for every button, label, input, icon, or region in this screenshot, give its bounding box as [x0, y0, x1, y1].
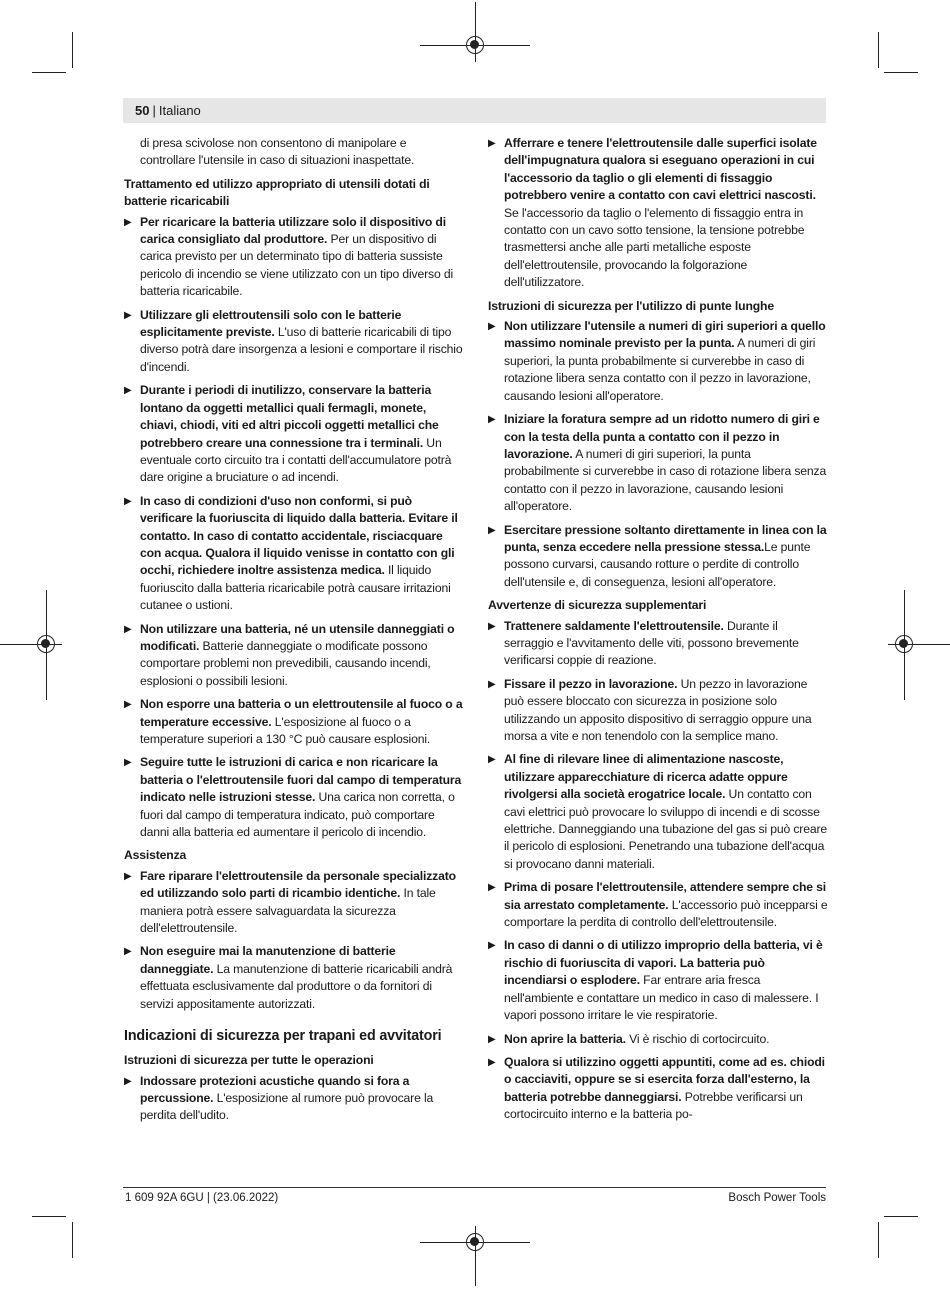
item-body-text: La manutenzione di batterie ricaricabili andrà effettuata esclusivamente dal produttore o da fornitori di servizi appositamente autorizzati. [140, 961, 453, 1011]
bullet-arrow-icon: ▶ [124, 216, 132, 228]
item-body-text: Per un dispositivo di carica previsto per un determinato tipo di batteria sussiste pericolo di incendio se viene utilizzato con un tipo diverso di batteria ricaricabile. [140, 232, 454, 299]
registration-mark-icon [895, 635, 913, 653]
crop-mark [884, 1216, 918, 1217]
crop-mark [878, 32, 879, 68]
item-body-text: Vi è rischio di cortocircuito. [625, 1031, 770, 1046]
bullet-arrow-icon: ▶ [124, 1075, 132, 1087]
list-item [124, 696, 464, 748]
item-body-text: A numeri di giri superiori, la punta probabilmente si curverebbe in caso di rotazione libera senza contatto con il pezzo in lavorazione, causando lesioni all'operatore. [504, 446, 827, 514]
list-item [124, 943, 464, 1013]
list-item [124, 214, 464, 301]
item-body-text: L'esposizione al rumore può provocare la perdita dell'udito. [140, 1090, 434, 1123]
item-bold-text: Esercitare pressione soltanto direttamente in linea con la punta, senza eccedere nella pressione stessa. [504, 522, 827, 554]
bullet-arrow-icon: ▶ [488, 620, 496, 632]
service-list [124, 868, 464, 1013]
item-body-text: L'accessorio può incepparsi e comportare la perdita di controllo dell'elettroutensile. [504, 897, 828, 930]
crop-mark [72, 32, 73, 68]
item-bold-text: Non aprire la batteria. [504, 1031, 626, 1046]
bullet-arrow-icon: ▶ [124, 385, 132, 397]
bullet-arrow-icon: ▶ [488, 940, 496, 952]
item-body-text: A numeri di giri superiori, la punta probabilmente si curverebbe in caso di rotazione libera senza contatto con il pezzo in lavorazione, causando lesioni all'operatore. [504, 336, 816, 403]
item-body-text: Batterie danneggiate o modificate possono comportare problemi non prevedibili, causando incendi, esplosioni o possibili lesioni. [140, 638, 431, 688]
item-body-text: L'uso di batterie ricaricabili di tipo diverso potrà dare insorgenza a lesioni e comportare il rischio d'incendi. [140, 325, 463, 374]
bullet-arrow-icon: ▶ [488, 1056, 496, 1068]
long-bits-list [488, 318, 828, 591]
header-language: Italiano [158, 103, 201, 118]
item-bold-text: Non utilizzare una batteria, né un utensile danneggiati o modificati. [140, 621, 455, 653]
list-item [488, 1054, 828, 1124]
list-item [488, 879, 828, 931]
section-heading-all-operations: Istruzioni di sicurezza per tutte le operazioni [124, 1053, 374, 1068]
bullet-arrow-icon: ▶ [124, 699, 132, 711]
item-body-text: Un pezzo in lavorazione può essere bloccato con sicurezza in posizione solo utilizzando un apposito dispositivo di serraggio oppure una morsa a vite e non tenendolo con la semplice mano. [504, 676, 812, 743]
list-item [488, 937, 828, 1024]
section-heading-service: Assistenza [124, 848, 187, 863]
item-bold-text: Non utilizzare l'utensile a numeri di giri superiori a quello massimo nominale previsto per la punta. [504, 319, 826, 351]
list-item [124, 754, 464, 841]
left-column [124, 135, 464, 1131]
bullet-arrow-icon: ▶ [488, 414, 496, 426]
item-body-text: Le punte possono curvarsi, causando rotture o perdite di controllo dell'utensile e, di conseguenza, lesioni all'operatore. [504, 539, 811, 589]
list-item [488, 135, 828, 292]
bullet-arrow-icon: ▶ [124, 870, 132, 882]
registration-mark-icon [466, 1233, 484, 1251]
list-item [124, 868, 464, 938]
item-body-text: Potrebbe verificarsi un cortocircuito interno e la batteria po- [504, 1089, 803, 1122]
battery-list [124, 214, 464, 842]
item-body-text: Un contatto con cavi elettrici può provocare lo sviluppo di incendi e di scosse elettriche. Danneggiando una tubazione del gas si può creare il pericolo di esplosioni. Penetrando una tubazione dell'acqua si provocano danni materiali. [504, 787, 828, 871]
list-item [124, 621, 464, 691]
crop-mark [32, 72, 66, 73]
item-body-text: Un eventuale corto circuito tra i contatti dell'accumulatore potrà dare origine a bruciature o ad incendi. [140, 435, 452, 485]
additional-list [488, 618, 828, 1124]
page-header-bar [123, 98, 826, 123]
section-heading-drills: Indicazioni di sicurezza per trapani ed avvitatori [124, 1028, 442, 1045]
list-item [124, 1073, 464, 1125]
list-item [488, 318, 828, 405]
bullet-arrow-icon: ▶ [488, 1033, 496, 1045]
page-number: 50 [135, 103, 150, 118]
bullet-arrow-icon: ▶ [124, 623, 132, 635]
footer-rule [123, 1187, 826, 1188]
crop-mark [72, 1222, 73, 1258]
crop-mark [884, 72, 918, 73]
registration-mark-icon [37, 635, 55, 653]
item-bold-text: In caso di condizioni d'uso non conformi, si può verificare la fuoriuscita di liquido dalla batteria. Evitare il contatto. In caso di contatto accidentale, risciacquare con acqua. Qualora il liquido venisse in contatto con gli occhi, richiedere inoltre assistenza medica. [140, 493, 458, 578]
all-operations-list [124, 1073, 464, 1125]
section-heading-additional: Avvertenze di sicurezza supplementari [488, 598, 707, 613]
item-body-text: Il liquido fuoriuscito dalla batteria ricaricabile potrà causare irritazioni cutanee o ustioni. [140, 563, 451, 613]
item-bold-text: Non esporre una batteria o un elettroutensile al fuoco o a temperature eccessive. [140, 697, 463, 729]
item-body-text: Durante il serraggio e l'avvitamento delle viti, possono brevemente verificarsi coppie di reazione. [504, 618, 799, 668]
item-body-text: Se l'accessorio da taglio o l'elemento di fissaggio entra in contatto con un cavo sotto tensione, la tensione potrebbe trasmettersi anche alle parti metalliche esposte dell'elettroutensile, provocando la folgorazione dell'utilizzatore. [504, 205, 805, 290]
list-item [124, 307, 464, 377]
item-bold-text: Al fine di rilevare linee di alimentazione nascoste, utilizzare apparecchiature di ricerca adatte oppure rivolgersi alla società erogatrice locale. [504, 752, 788, 802]
bullet-arrow-icon: ▶ [124, 495, 132, 507]
section-heading-long-bits: Istruzioni di sicurezza per l'utilizzo di punte lunghe [488, 298, 774, 313]
item-bold-text: Non eseguire mai la manutenzione di batterie danneggiate. [140, 944, 396, 976]
footer-brand: Bosch Power Tools [728, 1192, 826, 1204]
list-item [124, 493, 464, 615]
item-bold-text: Durante i periodi di inutilizzo, conservare la batteria lontano da oggetti metallici quali fermagli, monete, chiavi, chiodi, viti ed altri piccoli oggetti metallici che potrebbero creare una connessione tra i terminali. [140, 383, 439, 450]
page-header [135, 103, 201, 119]
item-bold-text: Qualora si utilizzino oggetti appuntiti, come ad es. chiodi o cacciaviti, oppure se si esercita forza dall'esterno, la batteria potrebbe danneggiarsi. [504, 1054, 825, 1104]
list-item [488, 676, 828, 746]
item-bold-text: Trattenere saldamente l'elettroutensile. [504, 618, 724, 633]
item-bold-text: Afferrare e tenere l'elettroutensile dalle superfici isolate dell'impugnatura qualora si eseguano operazioni in cui l'accessorio da taglio o gli elementi di fissaggio potrebbero venire a contatto con cavi elettrici nascosti. [504, 136, 817, 203]
item-body-text: L'esposizione al fuoco o a temperature superiori a 130 °C può causare esplosioni. [140, 714, 431, 746]
bullet-arrow-icon: ▶ [488, 754, 496, 766]
item-body-text: Una carica non corretta, o fuori dal campo di temperatura indicato, può comportare danni alla batteria ed aumentare il pericolo di incendio. [140, 790, 455, 840]
item-bold-text: In caso di danni o di utilizzo improprio della batteria, vi è rischio di fuoriuscita di vapori. La batteria può incendiarsi o esplodere. [504, 938, 823, 988]
list-item [488, 751, 828, 873]
list-item [488, 1031, 828, 1048]
list-item [488, 411, 828, 515]
bullet-arrow-icon: ▶ [488, 138, 496, 149]
bullet-arrow-icon: ▶ [488, 321, 496, 333]
bullet-arrow-icon: ▶ [124, 309, 132, 321]
right-column [488, 135, 828, 1130]
bullet-arrow-icon: ▶ [488, 524, 496, 536]
item-bold-text: Seguire tutte le istruzioni di carica e non ricaricare la batteria o l'elettroutensile fuori dal campo di temperatura indicato nelle istruzioni stesse. [140, 755, 462, 805]
bullet-arrow-icon: ▶ [124, 946, 132, 958]
crop-mark [32, 1216, 66, 1217]
list-item [124, 382, 464, 486]
crop-mark [878, 1222, 879, 1258]
bullet-arrow-icon: ▶ [488, 678, 496, 690]
item-bold-text: Fare riparare l'elettroutensile da personale specializzato ed utilizzando solo parti di ricambio identiche. [140, 868, 456, 901]
registration-mark-icon [466, 36, 484, 54]
header-separator: | [152, 103, 156, 118]
item-bold-text: Utilizzare gli elettroutensili solo con le batterie esplicitamente previste. [140, 307, 402, 340]
item-bold-text: Prima di posare l'elettroutensile, attendere sempre che si sia arrestato completamente. [504, 880, 827, 912]
footer-doc-code: 1 609 92A 6GU | (23.06.2022) [125, 1192, 279, 1204]
item-bold-text: Per ricaricare la batteria utilizzare solo il dispositivo di carica consigliato dal produttore. [140, 214, 446, 247]
item-bold-text: Fissare il pezzo in lavorazione. [504, 676, 678, 691]
list-item [488, 522, 828, 592]
section-heading-battery: Trattamento ed utilizzo appropriato di utensili dotati di batterie ricaricabili [124, 176, 430, 209]
item-bold-text: Indossare protezioni acustiche quando si fora a percussione. [140, 1073, 410, 1105]
top-list [488, 135, 828, 292]
bullet-arrow-icon: ▶ [488, 882, 496, 894]
list-item [488, 618, 828, 670]
item-body-text: In tale maniera potrà essere salvaguardata la sicurezza dell'elettroutensile. [140, 886, 436, 936]
item-body-text: Far entrare aria fresca nell'ambiente e contattare un medico in caso di malessere. I vapori possono irritare le vie respiratorie. [504, 973, 819, 1023]
bullet-arrow-icon: ▶ [124, 757, 132, 769]
item-bold-text: Iniziare la foratura sempre ad un ridotto numero di giri e con la testa della punta a contatto con il pezzo in lavorazione. [504, 412, 820, 461]
intro-paragraph: di presa scivolose non consentono di manipolare e controllare l'utensile in caso di situazioni inaspettate. [140, 136, 415, 168]
